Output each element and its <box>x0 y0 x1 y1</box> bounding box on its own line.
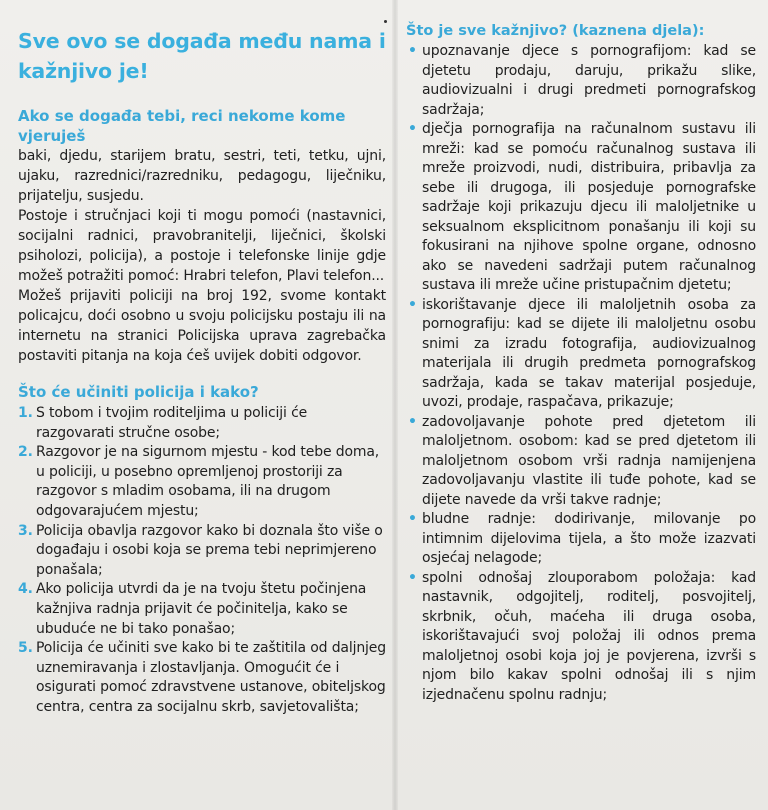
paragraph-report-police: Možeš prijaviti policiji na broj 192, svome kontakt policajcu, doći osobno u svoju policijsku postaju ili na internetu na stranici Policijska uprava zagrebačka postaviti pitanja na koja ćeš uvijek dobiti odgovor. <box>18 288 386 364</box>
step-text: Razgovor je na sigurnom mjestu - kod tebe doma, u policiji, u posebno opremljenoj prostoriji za razgovor s mladim osobama, ili na drugom odgovarajućem mjestu; <box>36 444 380 519</box>
list-item <box>18 639 386 717</box>
police-steps-list <box>18 404 386 718</box>
list-item <box>406 569 756 706</box>
section-heading-punishable-acts: Što je sve kažnjivo? (kaznena djela): <box>406 23 705 39</box>
item-text: bludne radnje: dodirivanje, milovanje po intimnim dijelovima tijela, a što može izazvati osjećaj nelagode; <box>422 511 756 566</box>
list-item <box>18 443 386 521</box>
list-item <box>18 404 386 443</box>
item-text: spolni odnošaj zlouporabom položaja: kad nastavnik, odgojitelj, roditelj, posvojitelj, skrbnik, očuh, maćeha ili druga osoba, iskorištavajući svoj položaj ili odnos prema maloljetnoj osobi koja joj je povjerena, izvrši s njom bilo kakav spolni odnošaj ili s njim izjednačenu spolnu radnju; <box>422 569 756 703</box>
bullet-icon: • <box>408 43 417 59</box>
section-heading-tell-someone: Ako se događa tebi, reci nekome kome vjeruješ <box>18 107 346 145</box>
item-text: iskorištavanje djece ili maloljetnih osoba za pornografiju: kad se dijete ili maloljetnu osobu snimi za izradu fotografija, audiovizualnog materijala ili drugih predmeta pornografskog sadržaja, kada se takav materijal posjeduje, uvozi, prodaje, raspačava, prikazuje; <box>422 296 756 410</box>
step-number: 3. <box>18 522 33 539</box>
left-column <box>18 0 386 718</box>
bullet-icon: • <box>408 413 417 430</box>
step-number: 1. <box>18 405 33 421</box>
list-item <box>406 413 756 511</box>
step-text: Policija obavlja razgovor kako bi doznala što više o događaju i osobi koja se prema tebi neprimjereno ponašala; <box>36 522 383 578</box>
step-number: 2. <box>18 444 33 461</box>
step-text: S tobom i tvojim roditeljima u policiji će razgovarati stručne osobe; <box>36 405 308 441</box>
list-item <box>406 296 756 413</box>
item-text: upoznavanje djece s pornografijom: kad se djetetu prodaju, daruju, prikažu slike, audiovizualni i drugi predmeti pornografskog sadržaja; <box>422 43 756 118</box>
main-title: Sve ovo se događa među nama i kažnjivo je! <box>18 29 386 83</box>
section-heading-police-actions: Što će učiniti policija i kako? <box>18 383 259 401</box>
list-item <box>406 510 756 569</box>
item-text: zadovoljavanje pohote pred djetetom ili maloljetnom. osobom: kad se pred djetetom ili maloljetnom osobom vrši radnja namijenjena zadovoljavanju vlastite ili tuđe pohote, kad se dijete navede da vrši takve radnje; <box>422 413 756 508</box>
punishable-acts-list <box>406 42 756 705</box>
bullet-icon: • <box>408 511 417 527</box>
step-number: 5. <box>18 640 33 657</box>
step-text: Ako policija utvrdi da je na tvoju štetu počinjena kažnjiva radnja prijavit će počinitelja, kako se ubuduće ne bi tako ponašao; <box>36 581 367 637</box>
bullet-icon: • <box>408 569 417 586</box>
list-item <box>18 580 386 639</box>
list-item <box>18 522 386 581</box>
list-item <box>406 42 756 120</box>
paragraph-experts: Postoje i stručnjaci koji ti mogu pomoći (nastavnici, socijalni radnici, pravobranitelji, liječnici, školski psiholozi, policija), a postoje i telefonske linije gdje možeš potražiti pomoć: Hrabri telefon, Plavi telefon... <box>18 208 386 284</box>
page-fold <box>392 0 398 810</box>
paragraph-trusted-people: baki, djedu, starijem bratu, sestri, teti, tetku, ujni, ujaku, razrednici/razredniku, pedagogu, liječniku, prijatelju, susjedu. <box>18 148 386 204</box>
list-item <box>406 120 756 296</box>
bullet-icon: • <box>408 121 417 137</box>
item-text: dječja pornografija na računalnom sustavu ili mreži: kad se pomoću računalnog sustava ili mreže proizvodi, nudi, distribuira, pribavlja za sebe ili drugoga, ili posjeduje pornografske sadržaje koji prikazuju djecu ili maloljetnike u seksualnom eksplicitnom ponašanju ili koji su fokusirani na njihove spolne organe, odnosno ako se navedeni sadržaji putem računalnog sustava ili mreže učine pristupačnim djetetu; <box>422 121 756 293</box>
step-number: 4. <box>18 581 33 598</box>
right-column <box>406 0 756 705</box>
step-text: Policija će učiniti sve kako bi te zaštitila od daljnjeg uznemiravanja i zlostavljanja. Omogućit će i osigurati pomoć zdravstvene ustanove, obiteljskog centra, centra za socijalnu skrb, savjetovališta; <box>36 640 387 715</box>
bullet-icon: • <box>408 296 417 313</box>
